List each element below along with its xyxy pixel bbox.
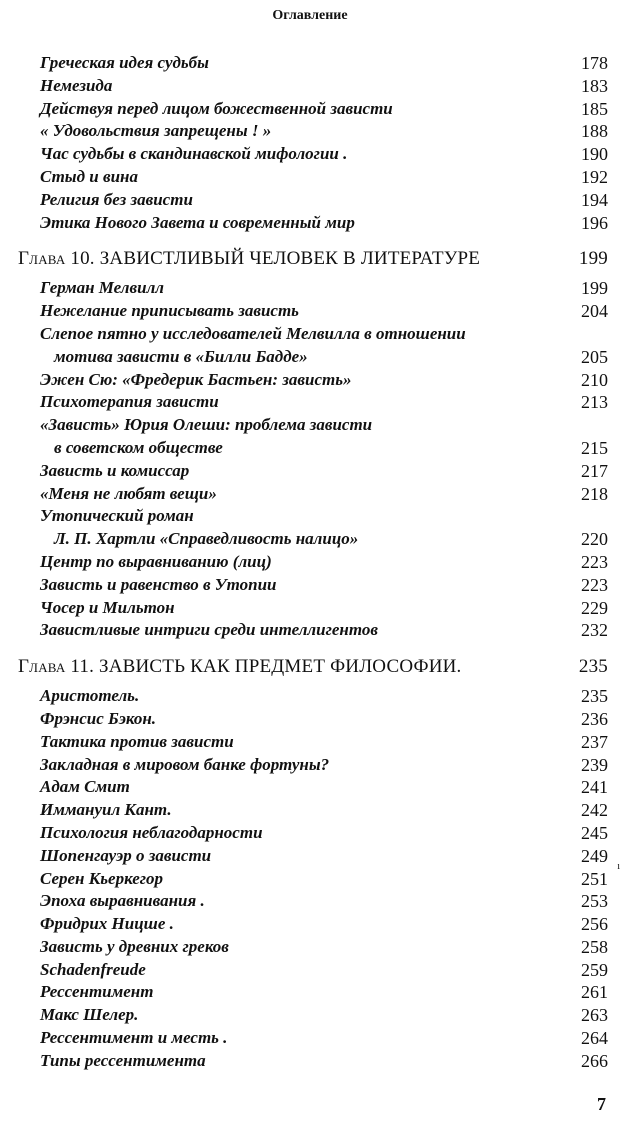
entry-title-line: Schadenfreude	[40, 959, 146, 979]
running-header: Оглавление	[272, 8, 348, 23]
toc-entry	[0, 277, 620, 300]
toc-entry	[0, 913, 620, 936]
toc-entry	[0, 143, 620, 166]
toc-entry	[0, 799, 620, 822]
toc-entry	[0, 981, 620, 1004]
entry-title-line: «Зависть» Юрия Олеши: проблема зависти	[40, 415, 373, 435]
toc-entry	[0, 483, 620, 506]
toc-entry-title	[40, 822, 620, 845]
chapter-title: 11. ЗАВИСТЬ КАК ПРЕДМЕТ ФИЛОСОФИИ.	[70, 656, 462, 678]
toc-entry-title	[40, 212, 620, 235]
toc-page-number: 263	[581, 1005, 608, 1026]
entry-title-line: Тактика против зависти	[40, 731, 234, 751]
toc-entry-title	[40, 936, 620, 959]
toc-entry-continuation: в советском обществе	[54, 437, 223, 457]
toc-page-number: 215	[581, 437, 608, 458]
toc-entry-title	[40, 1027, 620, 1050]
toc-entry-title	[40, 799, 620, 822]
toc-page-number: 229	[581, 597, 608, 618]
toc-entry-title	[40, 959, 620, 982]
toc-entry-title	[40, 868, 620, 891]
toc-entry-title	[40, 574, 620, 597]
toc-page-number: 217	[581, 460, 608, 481]
toc-entry	[0, 212, 620, 235]
entry-title-line: Серен Кьеркегор	[40, 868, 164, 888]
toc-entry-title	[40, 685, 620, 708]
toc-entry-title	[40, 414, 620, 437]
entry-title-line: Стыд и вина	[40, 166, 138, 186]
toc-entry-title	[40, 890, 620, 913]
toc-page-number: 190	[581, 144, 608, 165]
table-of-contents	[0, 52, 620, 1073]
toc-entry-title	[40, 597, 620, 620]
page-number: 7	[597, 1094, 606, 1114]
toc-page-number: 204	[581, 301, 608, 322]
entry-title-line: «Меня не любят вещи»	[40, 483, 217, 503]
toc-entry-title	[40, 483, 620, 506]
toc-entry-title	[40, 981, 620, 1004]
toc-entry	[0, 300, 620, 323]
toc-entry-title	[40, 913, 620, 936]
toc-entry	[0, 822, 620, 845]
toc-entry	[0, 685, 620, 708]
entry-title-line: Нежелание приписывать зависть	[40, 301, 299, 321]
toc-entry	[0, 574, 620, 597]
entry-title-line: Иммануил Кант.	[40, 800, 172, 820]
entry-title-line: Действуя перед лицом божественной зависти	[40, 98, 393, 118]
toc-page-number: 242	[581, 800, 608, 821]
toc-page-number: 249	[581, 845, 608, 866]
toc-page-number: 196	[581, 212, 608, 233]
toc-entry	[0, 868, 620, 891]
toc-entry-title	[40, 75, 620, 98]
toc-entry	[0, 166, 620, 189]
toc-entry-title	[40, 323, 620, 346]
toc-page-number: 194	[581, 189, 608, 210]
toc-entry-title	[40, 754, 620, 777]
toc-entry-title	[40, 120, 620, 143]
toc-entry	[0, 890, 620, 913]
toc-page-number: 253	[581, 891, 608, 912]
entry-title-line: Макс Шелер.	[40, 1005, 139, 1025]
entry-title-line: Психология неблагодарности	[40, 822, 263, 842]
margin-mark: ı	[617, 861, 620, 872]
chapter-title: 10. ЗАВИСТЛИВЫЙ ЧЕЛОВЕК В ЛИТЕРАТУРЕ	[70, 248, 481, 270]
toc-entry-title	[40, 52, 620, 75]
toc-entry	[0, 414, 620, 460]
entry-title-line: Шопенгауэр о зависти	[40, 845, 212, 865]
toc-page-number: 213	[581, 392, 608, 413]
toc-entry-title	[40, 1004, 620, 1027]
toc-entry-title	[40, 776, 620, 799]
toc-entry	[0, 75, 620, 98]
entry-title-line: Фрэнсис Бэкон.	[40, 708, 157, 728]
toc-page-number: 235	[581, 686, 608, 707]
toc-entry	[0, 776, 620, 799]
toc-entry	[0, 120, 620, 143]
entry-title-line: Час судьбы в скандинавской мифологии .	[40, 144, 348, 164]
entry-title-line: Аристотель.	[40, 686, 140, 706]
entry-title-line: Зависть и комиссар	[40, 460, 190, 480]
toc-entry	[0, 323, 620, 369]
entry-title-line: Утопический роман	[40, 506, 194, 526]
entry-title-line: Рессентимент	[40, 982, 154, 1002]
entry-title-line: Рессентимент и месть .	[40, 1028, 228, 1048]
toc-entry-title	[40, 189, 620, 212]
toc-page-number: 235	[578, 656, 608, 678]
toc-entry-title	[40, 369, 620, 392]
toc-chapter	[0, 655, 620, 679]
chapter-word: Глава	[18, 656, 66, 678]
toc-page-number: 258	[581, 936, 608, 957]
toc-entry	[0, 619, 620, 642]
toc-entry	[0, 731, 620, 754]
toc-page-number: 220	[581, 529, 608, 550]
toc-entry-title	[40, 391, 620, 414]
toc-entry-title	[40, 1050, 620, 1073]
toc-entry	[0, 189, 620, 212]
entry-title-line: Фридрих Ницше .	[40, 914, 174, 934]
toc-page-number: 205	[581, 346, 608, 367]
toc-entry	[0, 551, 620, 574]
toc-entry	[0, 754, 620, 777]
toc-entry	[0, 1004, 620, 1027]
toc-page-number: 188	[581, 121, 608, 142]
toc-entry	[0, 505, 620, 551]
toc-page-number: 256	[581, 914, 608, 935]
toc-page-number: 261	[581, 982, 608, 1003]
toc-page-number: 259	[581, 959, 608, 980]
toc-entry-title	[40, 166, 620, 189]
toc-entry-title	[40, 277, 620, 300]
toc-entry	[0, 1027, 620, 1050]
toc-entry	[0, 52, 620, 75]
toc-page-number: 218	[581, 483, 608, 504]
toc-page-number: 232	[581, 620, 608, 641]
chapter-word: Глава	[18, 248, 66, 270]
entry-title-line: Этика Нового Завета и современный мир	[40, 212, 355, 232]
entry-title-line: Зависть у древних греков	[40, 936, 229, 956]
toc-page-number: 239	[581, 754, 608, 775]
toc-page-number: 183	[581, 75, 608, 96]
toc-page-number: 223	[581, 574, 608, 595]
entry-title-line: Закладная в мировом банке фортуны?	[40, 754, 330, 774]
entry-title-line: Психотерапия зависти	[40, 392, 219, 412]
entry-title-line: Зависть и равенство в Утопии	[40, 574, 277, 594]
entry-title-line: Эпоха выравнивания .	[40, 891, 205, 911]
toc-entry	[0, 708, 620, 731]
toc-entry-title	[40, 98, 620, 121]
toc-page-number: 245	[581, 822, 608, 843]
toc-entry-title	[40, 708, 620, 731]
toc-entry-title	[18, 247, 620, 271]
toc-page-number: 266	[581, 1050, 608, 1071]
toc-entry-title	[40, 143, 620, 166]
entry-title-line: Герман Мелвилл	[40, 278, 165, 298]
toc-page-number: 178	[581, 53, 608, 73]
entry-title-line: « Удовольствия запрещены ! »	[40, 121, 272, 141]
toc-page-number: 192	[581, 166, 608, 187]
toc-entry	[0, 391, 620, 414]
toc-entry	[0, 936, 620, 959]
toc-entry-title	[40, 505, 620, 528]
toc-entry	[0, 959, 620, 982]
toc-entry-continuation: Л. П. Хартли «Справедливость налицо»	[54, 529, 359, 549]
toc-page-number: 236	[581, 708, 608, 729]
toc-chapter	[0, 247, 620, 271]
entry-title-line: Слепое пятно у исследователей Мелвилла в отношении	[40, 323, 466, 343]
toc-page-number: 241	[581, 777, 608, 798]
toc-entry-title	[40, 731, 620, 754]
toc-entry	[0, 369, 620, 392]
entry-title-line: Адам Смит	[40, 777, 130, 797]
toc-entry-title	[40, 551, 620, 574]
entry-title-line: Религия без зависти	[40, 189, 193, 209]
entry-title-line: Греческая идея судьбы	[40, 53, 209, 72]
toc-entry	[0, 1050, 620, 1073]
toc-page-number: 199	[578, 248, 608, 270]
toc-entry-title	[40, 300, 620, 323]
toc-entry-title	[18, 655, 620, 679]
entry-title-line: Центр по выравниванию (лиц)	[40, 551, 272, 571]
entry-title-line: Чосер и Мильтон	[40, 597, 175, 617]
toc-page-number: 223	[581, 551, 608, 572]
entry-title-line: Завистливые интриги среди интеллигентов	[40, 620, 378, 640]
toc-page-number: 199	[581, 278, 608, 299]
toc-entry-title	[40, 619, 620, 642]
toc-entry-title	[40, 460, 620, 483]
toc-page-number: 251	[581, 868, 608, 889]
toc-entry	[0, 460, 620, 483]
toc-entry	[0, 597, 620, 620]
toc-page-number: 264	[581, 1028, 608, 1049]
toc-page-number: 210	[581, 369, 608, 390]
entry-title-line: Эжен Сю: «Фредерик Бастьен: зависть»	[40, 369, 352, 389]
entry-title-line: Немезида	[40, 75, 113, 95]
toc-entry	[0, 98, 620, 121]
toc-page-number: 237	[581, 731, 608, 752]
toc-entry-continuation: мотива зависти в «Билли Бадде»	[54, 346, 308, 366]
entry-title-line: Типы рессентимента	[40, 1050, 206, 1070]
toc-entry-title	[40, 845, 620, 868]
toc-entry	[0, 845, 620, 868]
toc-page-number: 185	[581, 98, 608, 119]
